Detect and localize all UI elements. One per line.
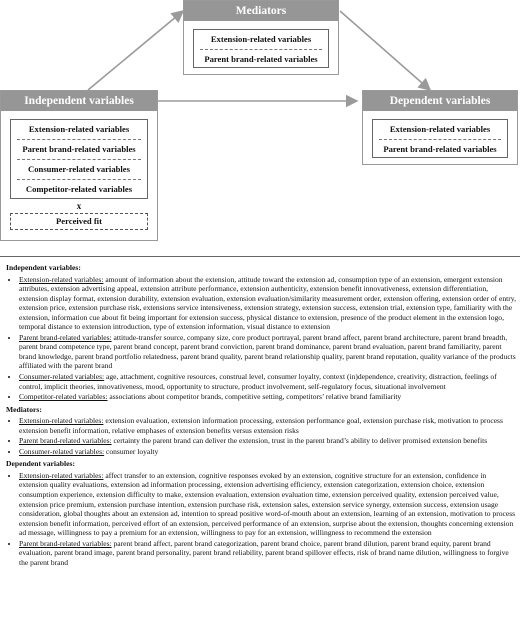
item-label: Consumer-related variables: xyxy=(19,372,105,382)
item-body: consumer loyalty xyxy=(104,446,159,456)
dependent-item: Extension-related variables xyxy=(389,124,491,134)
list-item xyxy=(19,333,516,371)
section-heading: Mediators: xyxy=(6,404,42,414)
item-label: Parent brand-related variables: xyxy=(19,332,112,342)
independent-list xyxy=(6,275,516,402)
item-body: parent brand affect, parent brand categorization, parent brand choice, parent brand dilution, parent brand equity, parent brand evaluation, parent brand image, parent brand personality, parent brand reliability, parent brand spillover effects, risk of brand name dilution, willingness to forgive the parent brand xyxy=(19,538,509,567)
independent-title: Independent variables xyxy=(1,91,157,111)
mediators-title: Mediators xyxy=(184,1,338,21)
item-label: Extension-related variables: xyxy=(19,274,104,284)
arrow-independent-to-mediators xyxy=(88,11,183,90)
dependent-box xyxy=(362,90,518,165)
item-label: Extension-related variables: xyxy=(19,470,104,480)
list-item xyxy=(19,436,516,446)
item-label: Parent brand-related variables: xyxy=(19,538,112,548)
list-item xyxy=(19,372,516,391)
item-body: associations about competitor brands, competitive setting, competitors’ relative brand familiarity xyxy=(107,392,402,402)
mediators-box xyxy=(183,0,339,75)
section-rule xyxy=(0,256,520,257)
independent-inner xyxy=(10,119,148,199)
dependent-item: Parent brand-related variables xyxy=(383,144,497,154)
mediators-item: Extension-related variables xyxy=(210,34,312,44)
list-item xyxy=(19,416,516,435)
list-item xyxy=(19,392,516,402)
mediators-inner xyxy=(193,29,329,68)
item-body: certainty the parent brand can deliver the extension, trust in the parent brand’s ability to deliver promised extension benefits xyxy=(111,436,488,446)
independent-box xyxy=(0,90,158,241)
mediators-list xyxy=(6,416,516,456)
dependent-list xyxy=(6,471,516,567)
item-label: Competitor-related variables: xyxy=(19,392,108,402)
interaction-sign: x xyxy=(76,201,82,211)
arrow-mediators-to-dependent xyxy=(340,11,430,90)
model-diagram xyxy=(0,0,520,258)
list-item xyxy=(19,447,516,457)
item-label: Extension-related variables: xyxy=(19,416,104,426)
list-item xyxy=(19,471,516,538)
independent-item: Consumer-related variables xyxy=(28,164,130,174)
item-label: Consumer-related variables: xyxy=(19,446,105,456)
independent-item: Parent brand-related variables xyxy=(22,144,136,154)
item-body: amount of information about the extension, attitude toward the extension ad, consumption type of an extension, emergent extension attributes, extension advertising appeal, extension attribute performance, extension authenticity, extension benefit innovativeness, extension differentiation, extension display format, extension durability, extension evaluation, extension evaluation/similarity measurement order, extension offering, extension order of entry, extension price, extension purchase risk, extensions service intensiveness, extension strategy, extension success, extension trial, extension type, familiarity with the extension, information cue about fit being important for extension success, physical distance to extension, presence of the product element in the extension logo, temporal distance to extension introduction, type of extension information, visual distance to extension xyxy=(19,274,516,332)
item-label: Parent brand-related variables: xyxy=(19,436,112,446)
independent-item: Extension-related variables xyxy=(28,124,130,134)
item-body: affect transfer to an extension, cognitive responses evoked by an extension, cognitive structure for an extension, confidence in extension quality evaluations, extension ad information processing, extension advertising efficiency, extension categorization, extension choice, extension consumption experience, extension difficulty to make, extension evaluation, extension evaluation time, extension perceived quality, extension perceived value, extension price premium, extension purchase intention, extension purchase risk, extension sales, extension service synergy, extension success, extension usage consideration, global thoughts about an extension ad, intention to spread positive word-of-mouth about an extension, learning of an extension, motivation to process extension benefit information, perceived effort of an extension, perceived performance of an extension, surprise about the extension, thoughts concerning extension ad message, willingness to pay a premium for an extension, willingness to pay for an extension, willingness to recommend the extension xyxy=(19,470,516,538)
dependent-title: Dependent variables xyxy=(363,91,517,111)
item-body: attitude-transfer source, company size, core product portrayal, parent brand affect, parent brand architecture, parent brand breadth, parent brand competence type, parent brand concept, parent brand conviction, parent brand dominance, parent brand evaluation, parent brand familiarity, parent brand knowledge, parent brand portfolio relatedness, parent brand quality, parent brand relationship quality, parent brand reputation, quality variance of the products affiliated with the parent brand xyxy=(19,332,516,371)
list-item xyxy=(19,539,516,568)
section-heading: Independent variables: xyxy=(6,263,81,272)
independent-item: Competitor-related variables xyxy=(25,184,133,194)
item-body: extension evaluation, extension information processing, extension performance goal, extension purchase risk, motivation to process extension benefit information, relative emphases of extension benefits versus extension risks xyxy=(19,416,503,435)
item-body: age, attachment, cognitive resources, construal level, consumer loyalty, context (in)dependence, creativity, distraction, feelings of control, implicit theories, innovativeness, mood, opportunity to structure, product involvement, self-regulatory focus, situational involvement xyxy=(19,372,497,391)
list-item xyxy=(19,275,516,332)
mediators-item: Parent brand-related variables xyxy=(204,54,318,64)
dependent-inner xyxy=(372,119,508,158)
section-heading: Dependent variables: xyxy=(6,459,75,469)
perceived-fit-box: Perceived fit xyxy=(10,213,148,230)
variable-definitions xyxy=(6,263,516,570)
